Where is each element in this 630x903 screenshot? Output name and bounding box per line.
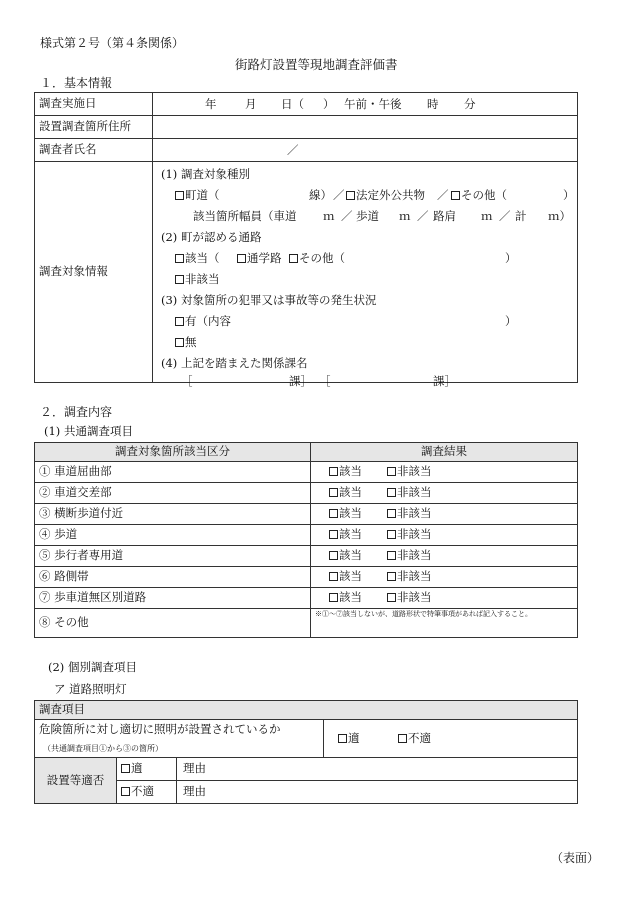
checkbox[interactable]	[338, 734, 347, 743]
q1-slash2: ／	[437, 188, 449, 202]
item-label: ② 車道交差部	[35, 483, 311, 504]
checkbox[interactable]	[451, 191, 460, 200]
date-paren-close: ）	[323, 97, 335, 111]
applicable-option[interactable]: 該当	[329, 486, 362, 500]
date-label: 調査実施日	[35, 93, 153, 116]
not-applicable-option[interactable]: 非該当	[387, 486, 432, 500]
item-result	[311, 546, 578, 567]
table-row	[35, 525, 578, 546]
q1-width-slash2: ／	[417, 209, 429, 223]
checkbox[interactable]	[387, 509, 396, 518]
item-result	[311, 588, 578, 609]
common-header-right: 調査結果	[311, 443, 578, 462]
applicable-option[interactable]: 該当	[329, 528, 362, 542]
not-applicable-option[interactable]: 非該当	[387, 507, 432, 521]
table-row	[35, 504, 578, 525]
common-items-table	[34, 442, 578, 638]
common-header-left: 調査対象箇所該当区分	[35, 443, 311, 462]
common-items-heading: (1) 共通調査項目	[44, 424, 133, 438]
reason-label: 理由	[183, 761, 206, 775]
reason-label: 理由	[183, 784, 206, 798]
q1-town-road-option[interactable]: 町道（	[175, 189, 220, 203]
applicable-option[interactable]: 該当	[329, 570, 362, 584]
q4-heading: (4) 上記を踏まえた関係課名	[161, 356, 308, 370]
date-hour: 時	[427, 97, 439, 111]
item-result	[311, 504, 578, 525]
item-label: ⑥ 路側帯	[35, 567, 311, 588]
checkbox[interactable]	[329, 467, 338, 476]
date-minute: 分	[464, 97, 476, 111]
investigator-slash: ／	[287, 143, 299, 157]
item-label: ⑧ その他	[35, 609, 311, 638]
table-row	[35, 546, 578, 567]
suitability-inappropriate-option[interactable]: 不適	[117, 781, 177, 804]
investigator-label: 調査者氏名	[35, 139, 153, 162]
checkbox[interactable]	[329, 593, 338, 602]
q1-width-slash3: ／	[499, 209, 511, 223]
document-title: 街路灯設置等現地調査評価書	[235, 57, 398, 72]
q1-width-m3: ｍ	[481, 209, 493, 223]
item-result	[311, 483, 578, 504]
q3-no-option[interactable]: 無	[175, 336, 197, 350]
target-label: 調査対象情報	[35, 162, 153, 383]
not-applicable-option[interactable]: 非該当	[387, 465, 432, 479]
lighting-answer	[324, 720, 578, 758]
q2-close: ）	[505, 251, 517, 265]
q1-width-m2: ｍ	[399, 209, 411, 223]
checkbox[interactable]	[387, 488, 396, 497]
item-result	[311, 462, 578, 483]
table-row	[35, 567, 578, 588]
q3-close: ）	[505, 314, 517, 328]
q2-school-option[interactable]: 通学路	[237, 252, 282, 266]
checkbox[interactable]	[329, 509, 338, 518]
basic-info-table	[34, 92, 578, 388]
date-month: 月	[245, 97, 257, 111]
not-applicable-option[interactable]: 非該当	[387, 570, 432, 584]
q1-heading: (1) 調査対象種別	[161, 167, 250, 181]
date-field[interactable]	[153, 93, 578, 116]
checkbox[interactable]	[175, 254, 184, 263]
checkbox[interactable]	[387, 551, 396, 560]
address-label: 設置調査箇所住所	[35, 116, 153, 139]
q3-heading: (3) 対象箇所の犯罪又は事故等の発生状況	[161, 293, 377, 307]
checkbox[interactable]	[398, 734, 407, 743]
form-number: 様式第２号（第４条関係）	[40, 36, 185, 50]
q1-shoulder: 路肩	[433, 209, 456, 223]
table-row	[35, 609, 578, 638]
individual-items-heading: (2) 個別調査項目	[48, 660, 137, 674]
lighting-appropriate-option[interactable]: 適	[338, 732, 360, 746]
checkbox[interactable]	[289, 254, 298, 263]
q1-sidewalk: 歩道	[356, 209, 379, 223]
item-label: ① 車道屈曲部	[35, 462, 311, 483]
q1-public-option[interactable]: 法定外公共物	[346, 189, 425, 203]
target-field	[153, 162, 578, 388]
item-label: ③ 横断歩道付近	[35, 504, 311, 525]
reason-field-inappropriate[interactable]	[177, 781, 578, 804]
section1-heading: １．基本情報	[40, 76, 113, 90]
q1-other-option[interactable]: その他（	[451, 189, 507, 203]
checkbox[interactable]	[175, 275, 184, 284]
q1-route: 線）	[309, 188, 332, 202]
item-label: ⑤ 歩行者専用道	[35, 546, 311, 567]
item-result	[311, 525, 578, 546]
q2-applicable-option[interactable]: 該当（	[175, 252, 220, 266]
applicable-option[interactable]: 該当	[329, 465, 362, 479]
q1-other-close: ）	[563, 188, 575, 202]
q1-total: 計	[515, 209, 527, 223]
table-row	[35, 462, 578, 483]
date-day: 日（	[281, 97, 304, 111]
not-applicable-option[interactable]: 非該当	[387, 549, 432, 563]
suitability-label: 設置等適否	[35, 758, 117, 804]
lighting-question: 危険箇所に対し適切に照明が設置されているか	[39, 722, 281, 736]
individual-header: 調査項目	[35, 701, 578, 720]
applicable-option[interactable]: 該当	[329, 591, 362, 605]
checkbox[interactable]	[175, 338, 184, 347]
address-field[interactable]	[153, 116, 578, 139]
q2-not-option[interactable]: 非該当	[175, 273, 220, 287]
checkbox[interactable]	[387, 467, 396, 476]
page-side-label: （表面）	[551, 851, 600, 865]
checkbox[interactable]	[387, 572, 396, 581]
other-note-field[interactable]	[311, 609, 578, 638]
checkbox[interactable]	[387, 530, 396, 539]
checkbox[interactable]	[329, 488, 338, 497]
other-note: ※①～⑦該当しないが、道路形状で特筆事項があれば記入すること。	[315, 610, 532, 618]
checkbox[interactable]	[329, 551, 338, 560]
lighting-question-cell	[35, 720, 324, 758]
q1-slash1: ／	[333, 188, 345, 202]
checkbox[interactable]	[329, 572, 338, 581]
q4-bracket1: ［	[181, 374, 193, 388]
q2-other-option[interactable]: その他（	[289, 252, 345, 266]
date-year: 年	[205, 97, 217, 111]
checkbox[interactable]	[237, 254, 246, 263]
individual-items-table	[34, 700, 578, 804]
road-lighting-heading: ア 道路照明灯	[54, 682, 127, 696]
not-applicable-option[interactable]: 非該当	[387, 528, 432, 542]
item-result	[311, 567, 578, 588]
checkbox[interactable]	[121, 787, 130, 796]
q4-bracket2: ［	[319, 374, 331, 388]
item-label: ⑦ 歩車道無区別道路	[35, 588, 311, 609]
q4-ka1: 課］	[289, 374, 312, 388]
applicable-option[interactable]: 該当	[329, 507, 362, 521]
checkbox[interactable]	[387, 593, 396, 602]
checkbox[interactable]	[346, 191, 355, 200]
investigator-field[interactable]	[153, 139, 578, 162]
section2-heading: ２．調査内容	[40, 405, 113, 419]
reason-field-appropriate[interactable]	[177, 758, 578, 781]
applicable-option[interactable]: 該当	[329, 549, 362, 563]
checkbox[interactable]	[121, 764, 130, 773]
checkbox[interactable]	[175, 317, 184, 326]
checkbox[interactable]	[329, 530, 338, 539]
q2-heading: (2) 町が認める通路	[161, 230, 262, 244]
q3-yes-option[interactable]: 有（内容	[175, 315, 231, 329]
lighting-question-note: （共通調査項目①から③の箇所）	[43, 744, 163, 753]
checkbox[interactable]	[175, 191, 184, 200]
item-label: ④ 歩道	[35, 525, 311, 546]
date-ampm: 午前・午後	[344, 97, 402, 111]
q1-width-slash1: ／	[341, 209, 353, 223]
suitability-appropriate-option[interactable]: 適	[117, 758, 177, 781]
q4-ka2: 課］	[433, 374, 456, 388]
q1-width-m1: ｍ	[323, 209, 335, 223]
q1-width-label: 該当箇所幅員（車道	[193, 209, 297, 223]
table-row	[35, 483, 578, 504]
q1-width-m4: ｍ）	[548, 209, 571, 223]
table-row	[35, 588, 578, 609]
lighting-inappropriate-option[interactable]: 不適	[398, 732, 431, 746]
not-applicable-option[interactable]: 非該当	[387, 591, 432, 605]
